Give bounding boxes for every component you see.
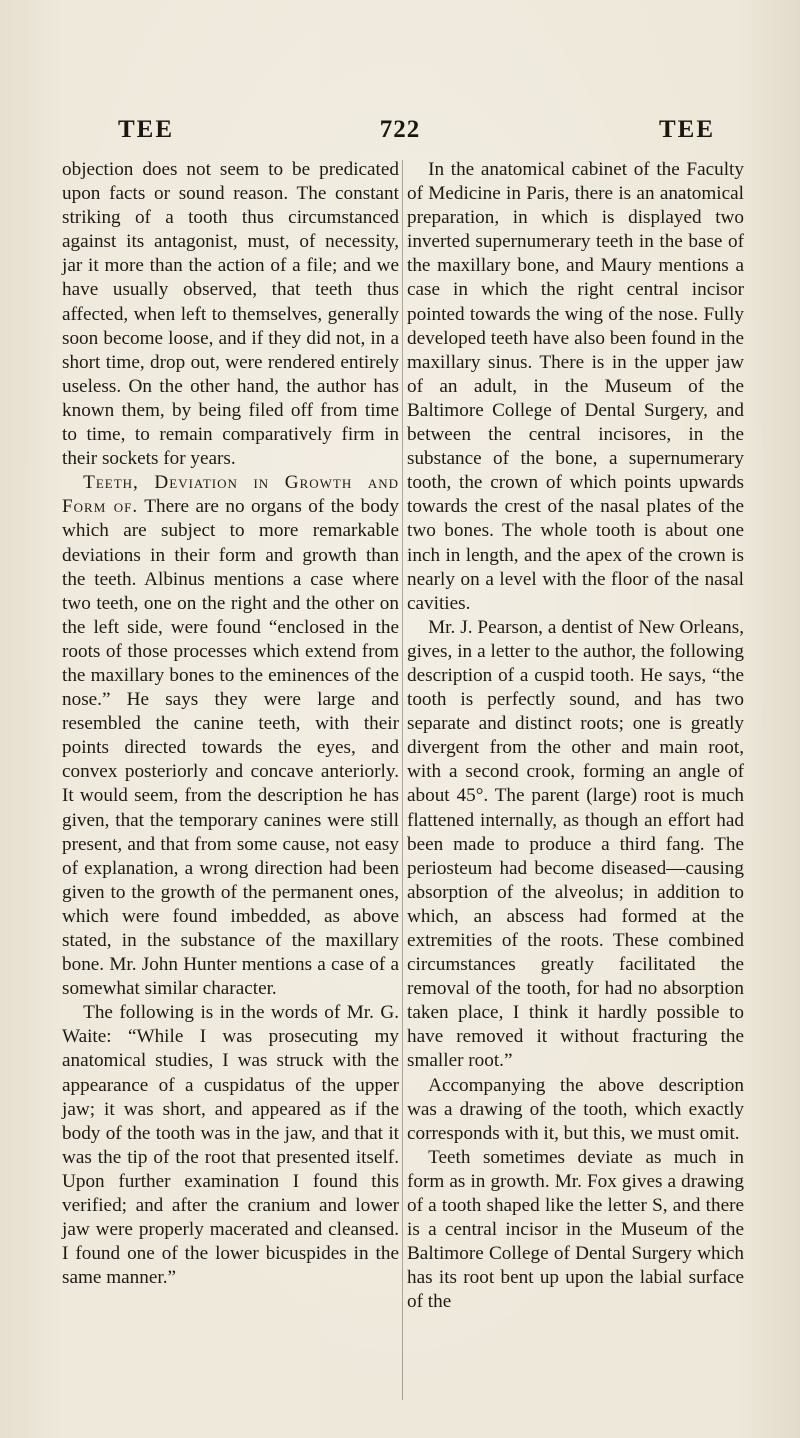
- header-right-word: TEE: [658, 116, 715, 143]
- right-column: [407, 158, 744, 1315]
- header-left-word: TEE: [118, 116, 175, 143]
- left-paragraph-3: The following is in the words of Mr. G. Waite: “While I was prosecuting my anatomical studies, I was struck with the appearance of a cuspidatus of the upper jaw; it was short, and appeared as if the body of the tooth was in the jaw, and that it was the tip of the root that presented itself. Upon further examination I found this verified; and after the cranium and lower jaw were properly macerated and cleansed. I found one of the lower bicuspides in the same manner.”: [62, 1002, 399, 1289]
- column-divider: [402, 160, 403, 1400]
- left-paragraph-1: objection does not seem to be predicated upon facts or sound reason. The constant striking of a tooth thus circumstanced against its antagonist, must, of necessity, jar it more than the action of a file; and we have usually observed, that teeth thus affected, when left to themselves, generally soon become loose, and if they did not, in a short time, drop out, were rendered entirely useless. On the other hand, the author has known them, by being filed off from time to time, to remain comparatively firm in their sockets for years.: [62, 159, 399, 470]
- page-number: 722: [379, 116, 421, 143]
- right-paragraph-3: Accompanying the above description was a drawing of the tooth, which exactly corresponds with it, but this, we must omit.: [407, 1074, 744, 1144]
- right-paragraph-1: In the anatomical cabinet of the Faculty of Medicine in Paris, there is an anatomical preparation, in which is displayed two inverted supernumerary teeth in the base of the maxillary bone, and Maury mentions a case in which the right central incisor pointed towards the wing of the nose. Fully developed teeth have also been found in the maxillary sinus. There is in the upper jaw of an adult, in the Museum of the Baltimore College of Dental Surgery, and between the central incisores, in the substance of the bone, a supernumerary tooth, the crown of which points upwards towards the crest of the nasal plates of the two bones. The whole tooth is about one inch in length, and the apex of the crown is nearly on a level with the floor of the nasal cavities.: [407, 159, 744, 614]
- running-head: [60, 116, 740, 150]
- section-heading: Teeth, Deviation in Growth and Form of.: [62, 472, 399, 518]
- right-paragraph-2: Mr. J. Pearson, a dentist of New Orleans, gives, in a letter to the author, the following description of a cuspid tooth. He says, “the tooth is perfectly sound, and has two separate and distinct roots; one is greatly divergent from the other and main root, with a second crook, forming an angle of about 45°. The parent (large) root is much flattened internally, as though an effort had been made to produce a third fang. The periosteum had become diseased—causing absorption of the alveolus; in addition to which, an abscess had formed at the extremities of the roots. These combined circumstances greatly facilitated the removal of the tooth, for had no absorption taken place, I think it hardly possible to have removed it without fracturing the smaller root.”: [407, 616, 744, 1072]
- right-paragraph-4: Teeth sometimes deviate as much in form as in growth. Mr. Fox gives a drawing of a tooth shaped like the letter S, and there is a central incisor in the Museum of the Baltimore College of Dental Surgery which has its root bent up upon the labial surface of the: [407, 1146, 744, 1313]
- left-paragraph-2-body: There are no organs of the body which are subject to more remarkable deviations in their form and growth than the teeth. Albinus mentions a case where two teeth, one on the right and the other on the left side, were found “enclosed in the roots of those processes which extend from the maxillary bones to the eminences of the nose.” He says they were large and resembled the canine teeth, with their points directed towards the eyes, and convex posteriorly and concave anteriorly. It would seem, from the description he has given, that the temporary canines were still present, and that from some cause, not easy of explanation, a wrong direction had been given to the growth of the permanent ones, which were found imbedded, as above stated, in the substance of the maxillary bone. Mr. John Hunter mentions a case of a somewhat similar character.: [62, 496, 399, 1000]
- left-paragraph-2: [62, 471, 399, 1001]
- left-column: [62, 158, 399, 1290]
